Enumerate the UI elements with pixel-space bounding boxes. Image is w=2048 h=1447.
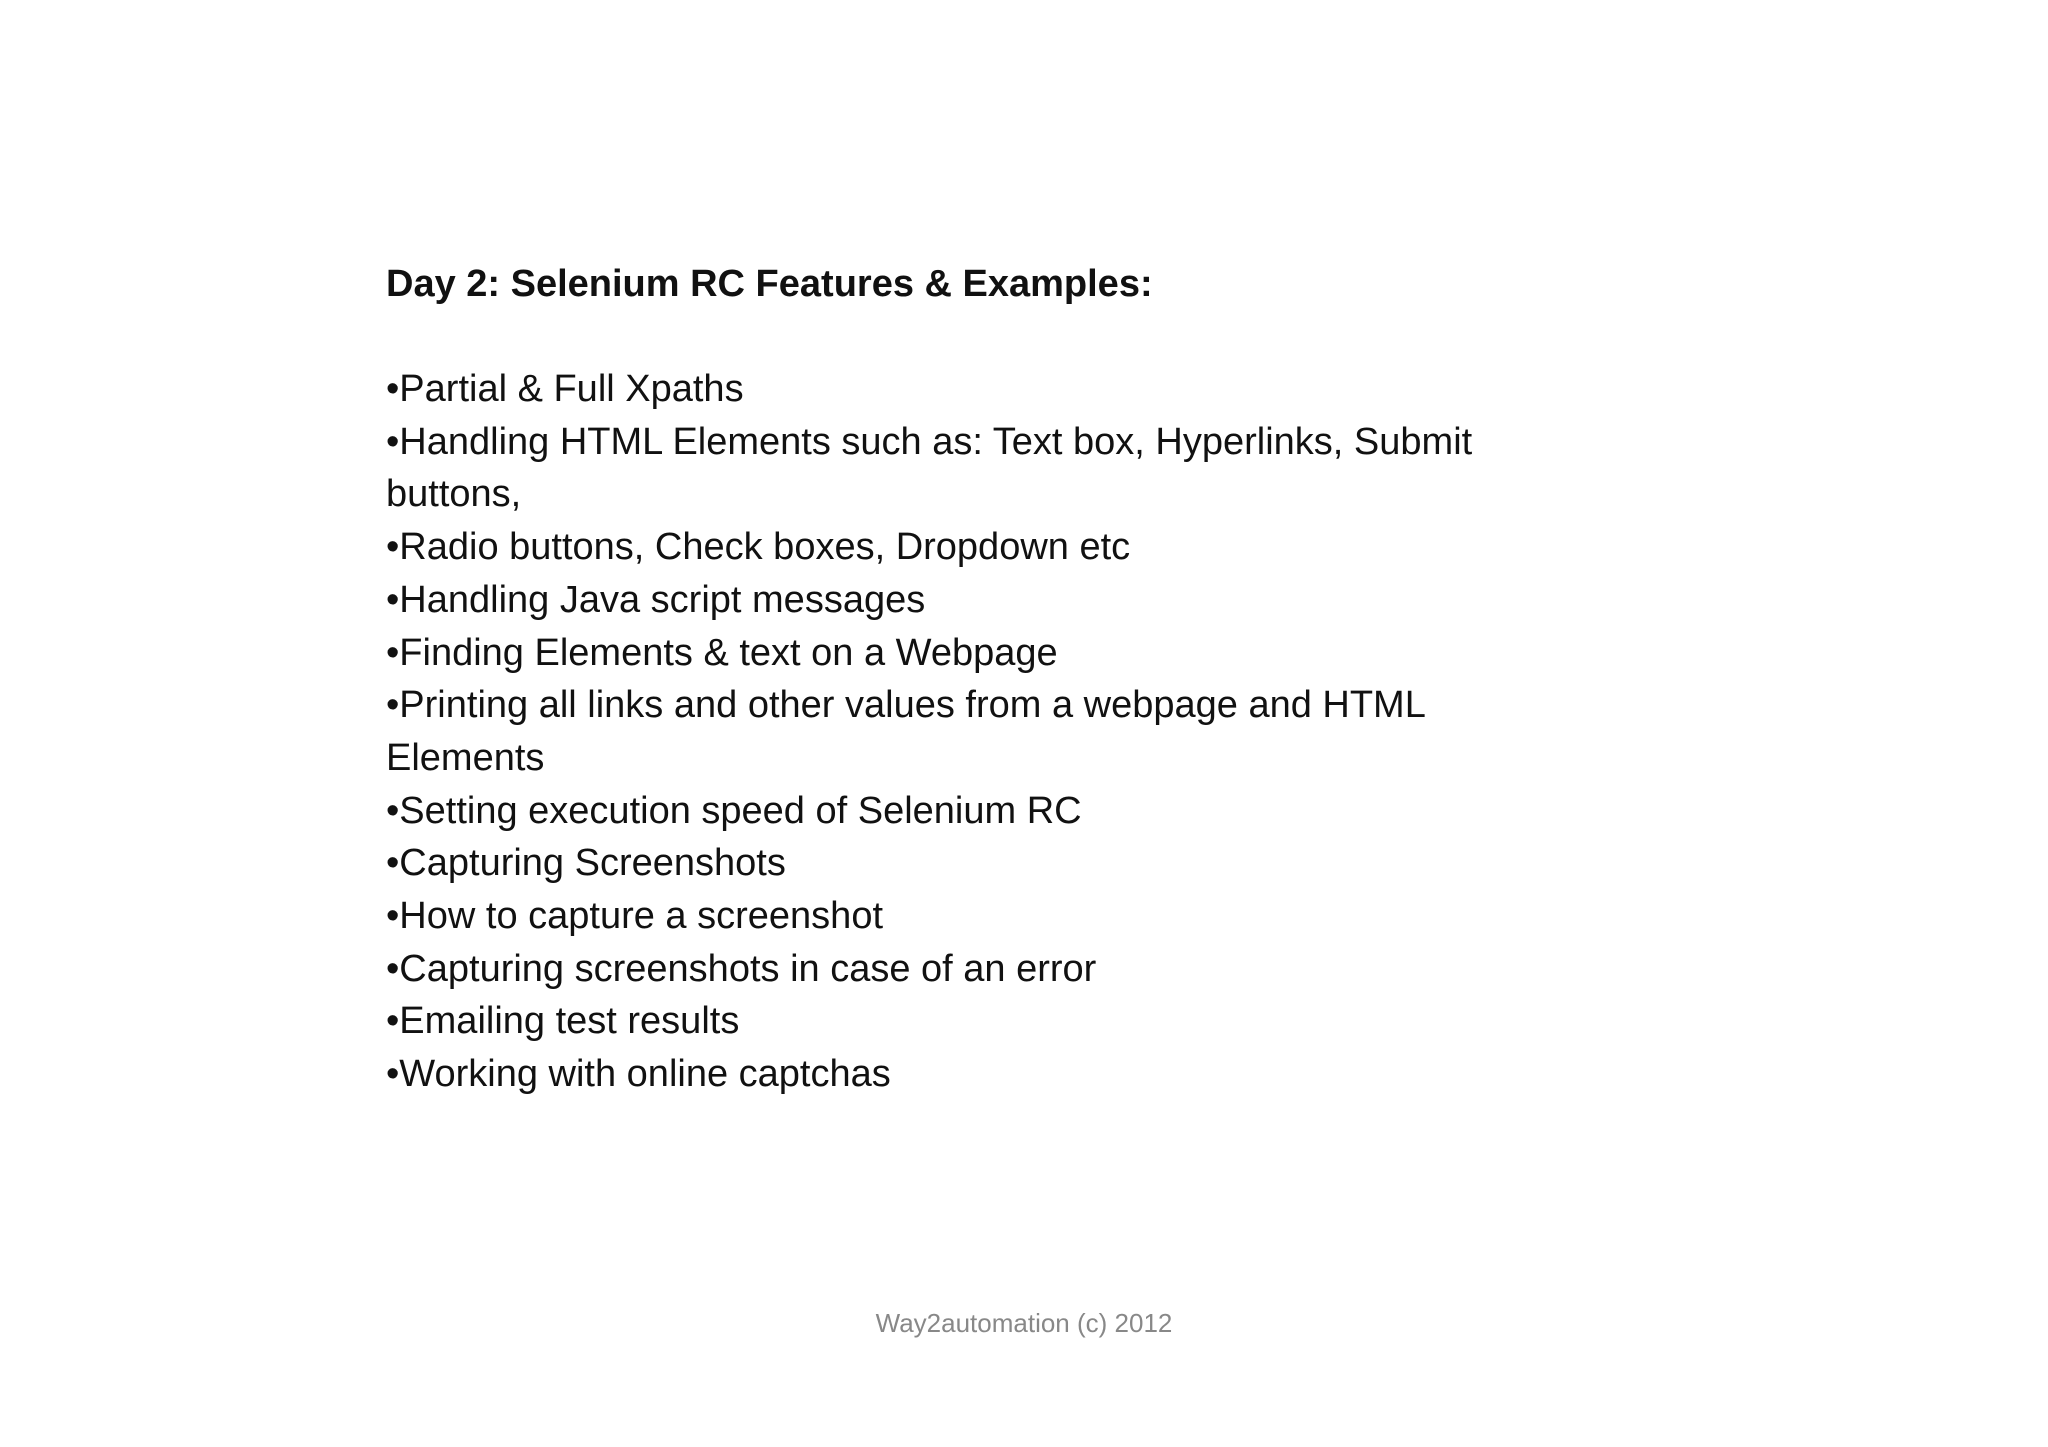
bullet-item: •Handling HTML Elements such as: Text box, Hyperlinks, Submit buttons, — [386, 420, 1473, 516]
bullet-item: •Capturing Screenshots — [386, 842, 786, 885]
bullet-item: •Printing all links and other values from a webpage and HTML Elements — [386, 684, 1425, 779]
bullet-item: •Working with online captchas — [386, 1053, 891, 1096]
bullet-item: •Handling Java script messages — [386, 578, 926, 621]
bullet-item: •Setting execution speed of Selenium RC — [386, 789, 1082, 832]
slide-content — [386, 258, 1586, 1101]
bullet-item: •Partial & Full Xpaths — [386, 368, 744, 410]
bullet-item: •Emailing test results — [386, 1000, 740, 1043]
title-spacer — [386, 310, 1586, 363]
bullet-item: •Radio buttons, Check boxes, Dropdown etc — [386, 526, 1131, 569]
bullet-item: •Capturing screenshots in case of an error — [386, 947, 1097, 990]
bullet-item: •Finding Elements & text on a Webpage — [386, 631, 1058, 674]
bullet-item: •How to capture a screenshot — [386, 895, 884, 938]
slide-title: Day 2: Selenium RC Features & Examples: — [386, 263, 1153, 305]
bullet-list — [386, 363, 1586, 1101]
slide-footer: Way2automation (c) 2012 — [875, 1308, 1173, 1338]
